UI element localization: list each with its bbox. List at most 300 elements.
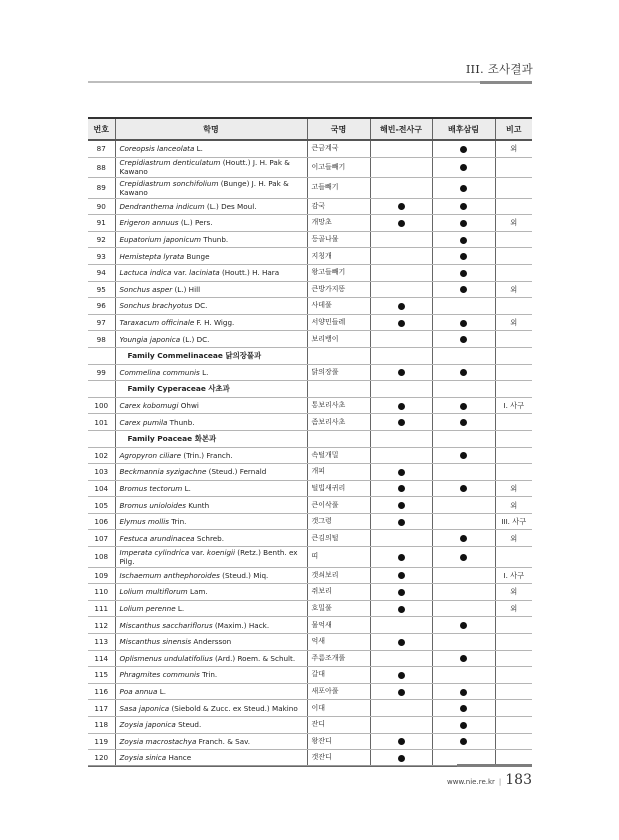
remarks-cell: I. 사구 — [495, 567, 532, 584]
scientific-name-genus-species: Oplismenus undulatifolius — [119, 653, 213, 663]
table-header — [88, 118, 532, 140]
beach-dune-cell — [370, 733, 432, 750]
scientific-name-author: L. — [157, 687, 166, 697]
scientific-name-author: var. — [171, 268, 190, 278]
scientific-name-variety: laciniata — [189, 268, 220, 278]
back-forest-cell — [432, 464, 495, 481]
scientific-name-author: Trin. — [169, 517, 187, 527]
remarks-cell — [495, 298, 532, 315]
scientific-name-genus-species: Elymus mollis — [119, 517, 170, 527]
back-forest-cell — [432, 600, 495, 617]
korean-name-cell: 감국 — [307, 198, 370, 215]
korean-name-cell: 지칭개 — [307, 248, 370, 265]
korean-name-cell: 고들빼기 — [307, 178, 370, 199]
scientific-name-cell — [115, 331, 307, 348]
presence-dot-icon — [460, 419, 467, 426]
table-row — [88, 650, 532, 667]
scientific-name-genus-species: Dendranthema indicum — [119, 201, 205, 211]
number-cell: 104 — [88, 480, 115, 497]
presence-dot-icon — [460, 336, 467, 343]
scientific-name-author: (L.) Pers. — [178, 218, 213, 228]
presence-dot-icon — [460, 722, 467, 729]
presence-dot-icon — [398, 502, 405, 509]
scientific-name-cell — [115, 716, 307, 733]
remarks-cell — [495, 248, 532, 265]
remarks-cell — [495, 198, 532, 215]
scientific-name-author: Trin. — [199, 670, 218, 680]
table-row — [88, 314, 532, 331]
presence-dot-icon — [398, 572, 405, 579]
scientific-name-genus-species: Bromus unioloides — [119, 500, 186, 510]
table-row — [88, 497, 532, 514]
number-cell — [88, 381, 115, 398]
scientific-name-cell — [115, 414, 307, 431]
korean-name-cell: 털빕새귀리 — [307, 480, 370, 497]
scientific-name-author: var. — [189, 547, 207, 557]
table-row — [88, 414, 532, 431]
back-forest-cell — [432, 667, 495, 684]
table-row — [88, 716, 532, 733]
number-cell: 116 — [88, 683, 115, 700]
table-row — [88, 198, 532, 215]
family-label: Family Commelinaceae 닭의장풀과 — [115, 347, 307, 364]
scientific-name-author: DC. — [192, 301, 208, 311]
number-cell: 120 — [88, 750, 115, 767]
scientific-name-genus-species: Festuca arundinacea — [119, 533, 195, 543]
presence-dot-icon — [460, 689, 467, 696]
presence-dot-icon — [398, 554, 405, 561]
number-cell: 110 — [88, 584, 115, 601]
back-forest-cell — [432, 215, 495, 232]
scientific-name-cell — [115, 513, 307, 530]
table-row — [88, 215, 532, 232]
back-forest-cell — [432, 617, 495, 634]
korean-name-cell: 갯잔디 — [307, 750, 370, 767]
scientific-name-genus-species: Poa annua — [119, 687, 158, 697]
beach-dune-cell — [370, 281, 432, 298]
number-cell: 106 — [88, 513, 115, 530]
beach-dune-cell — [370, 547, 432, 568]
remarks-cell: 외 — [495, 584, 532, 601]
presence-dot-icon — [460, 622, 467, 629]
remarks-cell: I. 사구 — [495, 397, 532, 414]
back-forest-cell — [432, 298, 495, 315]
empty-cell — [432, 381, 495, 398]
korean-name-cell: 서양민들레 — [307, 314, 370, 331]
number-cell: 91 — [88, 215, 115, 232]
scientific-name-cell — [115, 584, 307, 601]
scientific-name-cell — [115, 447, 307, 464]
back-forest-cell — [432, 364, 495, 381]
scientific-name-author: (Bunge) J. H. Pak & Kawano — [119, 178, 289, 197]
korean-name-cell: 왕고들빼기 — [307, 264, 370, 281]
korean-name-cell: 등골나물 — [307, 231, 370, 248]
table-row — [88, 633, 532, 650]
scientific-name-author: (Houtt.) J. H. Pak & Kawano — [119, 158, 290, 177]
scientific-name-author: (Steud.) Fernald — [206, 467, 267, 477]
beach-dune-cell — [370, 683, 432, 700]
table-row — [88, 547, 532, 568]
number-cell: 115 — [88, 667, 115, 684]
beach-dune-cell — [370, 198, 432, 215]
footer-url: www.nie.re.kr — [447, 778, 495, 786]
number-cell: 103 — [88, 464, 115, 481]
scientific-name-author: Bunge — [184, 251, 210, 261]
empty-cell — [370, 381, 432, 398]
scientific-name-cell — [115, 281, 307, 298]
col-header-back-forest: 배후삼림 — [432, 118, 495, 140]
korean-name-cell: 새포아풀 — [307, 683, 370, 700]
col-header-korean-name: 국명 — [307, 118, 370, 140]
scientific-name-author: L. — [194, 144, 203, 154]
number-cell: 117 — [88, 700, 115, 717]
page-footer — [447, 772, 532, 788]
back-forest-cell — [432, 650, 495, 667]
back-forest-cell — [432, 584, 495, 601]
presence-dot-icon — [460, 705, 467, 712]
table-row — [88, 178, 532, 199]
col-header-scientific-name: 학명 — [115, 118, 307, 140]
scientific-name-genus-species: Taraxacum officinale — [119, 318, 195, 328]
table-row — [88, 700, 532, 717]
empty-cell — [370, 347, 432, 364]
table-row — [88, 140, 532, 157]
presence-dot-icon — [460, 369, 467, 376]
remarks-cell — [495, 231, 532, 248]
back-forest-cell — [432, 683, 495, 700]
scientific-name-cell — [115, 733, 307, 750]
number-cell: 101 — [88, 414, 115, 431]
number-cell: 119 — [88, 733, 115, 750]
scientific-name-cell — [115, 464, 307, 481]
empty-cell — [307, 381, 370, 398]
family-row — [88, 381, 532, 398]
scientific-name-author: (L.) DC. — [180, 334, 210, 344]
number-cell: 90 — [88, 198, 115, 215]
korean-name-cell: 속털개밀 — [307, 447, 370, 464]
scientific-name-author: Schreb. — [194, 533, 225, 543]
remarks-cell — [495, 447, 532, 464]
scientific-name-cell — [115, 750, 307, 767]
korean-name-cell: 큰금계국 — [307, 140, 370, 157]
scientific-name-genus-species: Erigeron annuus — [119, 218, 179, 228]
back-forest-cell — [432, 157, 495, 178]
empty-cell — [370, 430, 432, 447]
scientific-name-cell — [115, 178, 307, 199]
scientific-name-genus-species: Crepidiastrum sonchifolium — [119, 178, 219, 188]
scientific-name-cell — [115, 198, 307, 215]
korean-name-cell: 띠 — [307, 547, 370, 568]
beach-dune-cell — [370, 513, 432, 530]
back-forest-cell — [432, 530, 495, 547]
table-row — [88, 264, 532, 281]
number-cell: 98 — [88, 331, 115, 348]
korean-name-cell: 좀보리사초 — [307, 414, 370, 431]
remarks-cell: 외 — [495, 600, 532, 617]
korean-name-cell: 큰이삭풀 — [307, 497, 370, 514]
presence-dot-icon — [460, 237, 467, 244]
remarks-cell: 외 — [495, 314, 532, 331]
korean-name-cell: 큰방가지똥 — [307, 281, 370, 298]
beach-dune-cell — [370, 667, 432, 684]
korean-name-cell: 갯쇠보리 — [307, 567, 370, 584]
remarks-cell — [495, 547, 532, 568]
number-cell: 109 — [88, 567, 115, 584]
page-number: 183 — [505, 772, 532, 788]
beach-dune-cell — [370, 650, 432, 667]
back-forest-cell — [432, 314, 495, 331]
back-forest-cell — [432, 447, 495, 464]
presence-dot-icon — [460, 164, 467, 171]
remarks-cell — [495, 667, 532, 684]
number-cell: 88 — [88, 157, 115, 178]
scientific-name-genus-species: Youngia japonica — [119, 334, 181, 344]
table-row — [88, 584, 532, 601]
scientific-name-author: F. H. Wigg. — [194, 318, 235, 328]
scientific-name-genus-species: Zoysia macrostachya — [119, 736, 197, 746]
table-row — [88, 480, 532, 497]
scientific-name-author: Franch. & Sav. — [196, 736, 251, 746]
scientific-name-author: (Trin.) Franch. — [181, 450, 233, 460]
scientific-name-genus-species: Carex kobomugi — [119, 401, 179, 411]
table-header-row — [88, 118, 532, 140]
table-row — [88, 298, 532, 315]
scientific-name-genus-species: Imperata cylindrica — [119, 547, 190, 557]
presence-dot-icon — [398, 220, 405, 227]
presence-dot-icon — [460, 253, 467, 260]
beach-dune-cell — [370, 480, 432, 497]
scientific-name-cell — [115, 480, 307, 497]
remarks-cell — [495, 633, 532, 650]
beach-dune-cell — [370, 248, 432, 265]
beach-dune-cell — [370, 397, 432, 414]
korean-name-cell: 갯그령 — [307, 513, 370, 530]
number-cell: 112 — [88, 617, 115, 634]
scientific-name-cell — [115, 600, 307, 617]
presence-dot-icon — [460, 203, 467, 210]
back-forest-cell — [432, 480, 495, 497]
family-label: Family Cyperaceae 사초과 — [115, 381, 307, 398]
table-row — [88, 447, 532, 464]
beach-dune-cell — [370, 617, 432, 634]
beach-dune-cell — [370, 567, 432, 584]
scientific-name-cell — [115, 547, 307, 568]
remarks-cell: 외 — [495, 497, 532, 514]
beach-dune-cell — [370, 750, 432, 767]
scientific-name-variety-author: (Retz.) Benth. ex Pilg. — [119, 547, 298, 566]
scientific-name-cell — [115, 264, 307, 281]
empty-cell — [495, 347, 532, 364]
family-label: Family Poaceae 화본과 — [115, 430, 307, 447]
scientific-name-genus-species: Beckmannia syzigachne — [119, 467, 207, 477]
remarks-cell — [495, 364, 532, 381]
scientific-name-author: Thunb. — [167, 417, 195, 427]
beach-dune-cell — [370, 314, 432, 331]
footer-rule-accent — [457, 764, 532, 767]
scientific-name-genus-species: Lolium perenne — [119, 604, 176, 614]
table-row — [88, 331, 532, 348]
scientific-name-genus-species: Miscanthus sinensis — [119, 637, 192, 647]
remarks-cell: 외 — [495, 281, 532, 298]
empty-cell — [307, 430, 370, 447]
scientific-name-genus-species: Bromus tectorum — [119, 483, 183, 493]
back-forest-cell — [432, 497, 495, 514]
number-cell: 87 — [88, 140, 115, 157]
presence-dot-icon — [460, 655, 467, 662]
remarks-cell — [495, 716, 532, 733]
presence-dot-icon — [460, 220, 467, 227]
presence-dot-icon — [460, 554, 467, 561]
presence-dot-icon — [398, 755, 405, 762]
back-forest-cell — [432, 733, 495, 750]
table-row — [88, 397, 532, 414]
footer-separator: | — [498, 778, 502, 786]
scientific-name-author: (Siebold & Zucc. ex Steud.) Makino — [169, 703, 298, 713]
remarks-cell: III. 사구 — [495, 513, 532, 530]
back-forest-cell — [432, 281, 495, 298]
table-row — [88, 513, 532, 530]
table-row — [88, 157, 532, 178]
presence-dot-icon — [460, 270, 467, 277]
beach-dune-cell — [370, 716, 432, 733]
beach-dune-cell — [370, 231, 432, 248]
family-row — [88, 430, 532, 447]
number-cell: 102 — [88, 447, 115, 464]
remarks-cell — [495, 464, 532, 481]
table-row — [88, 281, 532, 298]
number-cell — [88, 430, 115, 447]
korean-name-cell: 개망초 — [307, 215, 370, 232]
empty-cell — [495, 381, 532, 398]
scientific-name-author: L. — [175, 604, 185, 614]
korean-name-cell: 이고들빼기 — [307, 157, 370, 178]
back-forest-cell — [432, 231, 495, 248]
beach-dune-cell — [370, 140, 432, 157]
table-row — [88, 733, 532, 750]
scientific-name-cell — [115, 567, 307, 584]
remarks-cell — [495, 178, 532, 199]
back-forest-cell — [432, 198, 495, 215]
back-forest-cell — [432, 567, 495, 584]
scientific-name-genus-species: Agropyron ciliare — [119, 450, 182, 460]
scientific-name-cell — [115, 397, 307, 414]
beach-dune-cell — [370, 157, 432, 178]
presence-dot-icon — [398, 203, 405, 210]
beach-dune-cell — [370, 215, 432, 232]
back-forest-cell — [432, 264, 495, 281]
korean-name-cell: 호밀풀 — [307, 600, 370, 617]
remarks-cell: 외 — [495, 140, 532, 157]
presence-dot-icon — [398, 485, 405, 492]
korean-name-cell: 갈대 — [307, 667, 370, 684]
back-forest-cell — [432, 633, 495, 650]
table-row — [88, 617, 532, 634]
scientific-name-cell — [115, 140, 307, 157]
presence-dot-icon — [398, 403, 405, 410]
number-cell — [88, 347, 115, 364]
scientific-name-author: Steud. — [175, 720, 202, 730]
scientific-name-genus-species: Sonchus asper — [119, 284, 173, 294]
scientific-name-genus-species: Hemistepta lyrata — [119, 251, 185, 261]
remarks-cell — [495, 331, 532, 348]
col-header-beach-dune: 해빈-전사구 — [370, 118, 432, 140]
korean-name-cell: 왕잔디 — [307, 733, 370, 750]
table-row — [88, 683, 532, 700]
table-row — [88, 248, 532, 265]
remarks-cell — [495, 700, 532, 717]
scientific-name-genus-species: Carex pumila — [119, 417, 168, 427]
number-cell: 111 — [88, 600, 115, 617]
number-cell: 105 — [88, 497, 115, 514]
presence-dot-icon — [460, 452, 467, 459]
korean-name-cell: 보리뱅이 — [307, 331, 370, 348]
scientific-name-author: (Ard.) Roem. & Schult. — [212, 653, 296, 663]
remarks-cell — [495, 733, 532, 750]
number-cell: 108 — [88, 547, 115, 568]
col-header-number: 번호 — [93, 124, 109, 134]
beach-dune-cell — [370, 178, 432, 199]
back-forest-cell — [432, 248, 495, 265]
scientific-name-author: Ohwi — [178, 401, 199, 411]
remarks-cell — [495, 264, 532, 281]
korean-name-cell: 이대 — [307, 700, 370, 717]
remarks-cell — [495, 157, 532, 178]
presence-dot-icon — [460, 535, 467, 542]
presence-dot-icon — [460, 146, 467, 153]
beach-dune-cell — [370, 530, 432, 547]
beach-dune-cell — [370, 584, 432, 601]
scientific-name-genus-species: Commelina communis — [119, 367, 200, 377]
table-row — [88, 530, 532, 547]
presence-dot-icon — [460, 185, 467, 192]
beach-dune-cell — [370, 414, 432, 431]
table-row — [88, 667, 532, 684]
back-forest-cell — [432, 414, 495, 431]
korean-name-cell: 통보리사초 — [307, 397, 370, 414]
family-row — [88, 347, 532, 364]
number-cell: 96 — [88, 298, 115, 315]
back-forest-cell — [432, 547, 495, 568]
scientific-name-author: (Steud.) Miq. — [219, 570, 269, 580]
scientific-name-author: Andersson — [191, 637, 232, 647]
korean-name-cell: 주름조개풀 — [307, 650, 370, 667]
scientific-name-cell — [115, 497, 307, 514]
number-cell: 92 — [88, 231, 115, 248]
number-cell: 89 — [88, 178, 115, 199]
scientific-name-cell — [115, 650, 307, 667]
beach-dune-cell — [370, 364, 432, 381]
number-cell: 99 — [88, 364, 115, 381]
remarks-cell — [495, 617, 532, 634]
korean-name-cell: 잔디 — [307, 716, 370, 733]
scientific-name-cell — [115, 530, 307, 547]
beach-dune-cell — [370, 464, 432, 481]
presence-dot-icon — [398, 419, 405, 426]
scientific-name-cell — [115, 248, 307, 265]
scientific-name-cell — [115, 633, 307, 650]
scientific-name-genus-species: Zoysia sinica — [119, 753, 167, 763]
species-table — [88, 117, 532, 767]
scientific-name-author: Hance — [166, 753, 192, 763]
scientific-name-genus-species: Ischaemum anthephoroides — [119, 570, 220, 580]
running-head-section-title: III. 조사결과 — [465, 62, 533, 76]
col-header-remarks: 비고 — [495, 118, 532, 140]
scientific-name-genus-species: Crepidiastrum denticulatum — [119, 158, 221, 168]
presence-dot-icon — [398, 469, 405, 476]
number-cell: 93 — [88, 248, 115, 265]
scientific-name-author: (L.) Hill — [172, 284, 201, 294]
remarks-cell: 외 — [495, 215, 532, 232]
